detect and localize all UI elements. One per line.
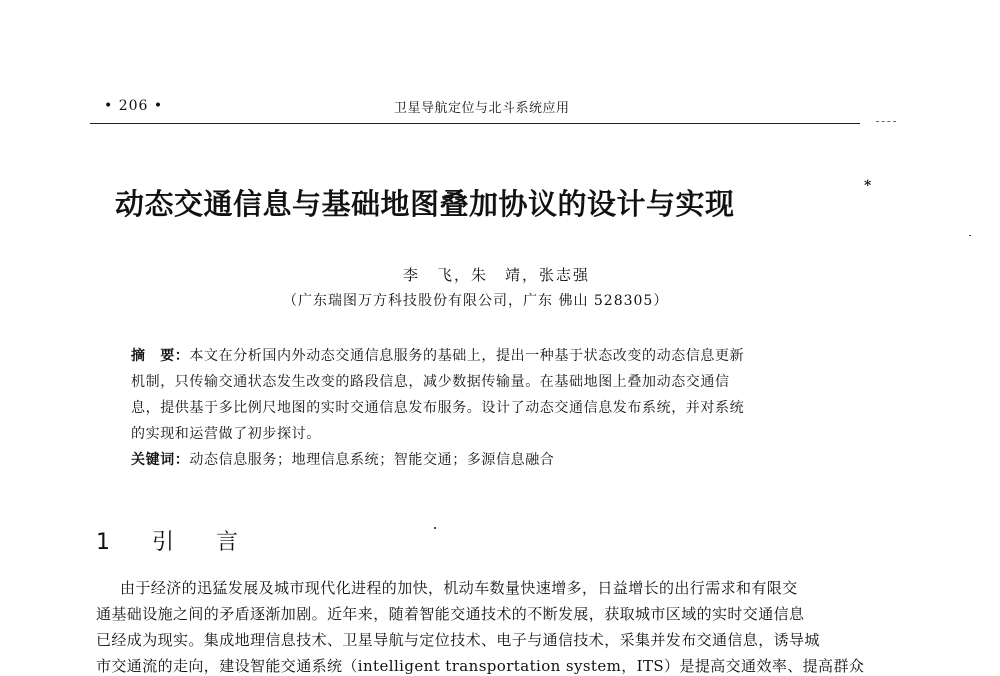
author-list: 李 飞，朱 靖，张志强	[403, 266, 591, 284]
abstract-line-1	[131, 345, 744, 365]
body-line-1: 由于经济的迅猛发展及城市现代化进程的加快，机动车数量快速增多，日益增长的出行需求和有限交	[120, 579, 798, 597]
abstract-line-3: 息，提供基于多比例尺地图的实时交通信息发布服务。设计了动态交通信息发布系统，并对系统	[131, 400, 745, 416]
header-rule	[90, 123, 860, 124]
body-line-4: 市交通流的走向，建设智能交通系统（intelligent transportation system，ITS）是提高交通效率、提高群众	[96, 657, 865, 675]
affiliation: （广东瑞图万方科技股份有限公司，广东 佛山 528305）	[283, 293, 669, 309]
keywords-text: 动态信息服务；地理信息系统；智能交通；多源信息融合	[189, 452, 555, 468]
abstract-line-4: 的实现和运营做了初步探讨。	[131, 426, 321, 442]
running-header-journal: 卫星导航定位与北斗系统应用	[394, 101, 570, 116]
header-rule-dash	[876, 121, 896, 122]
scan-speck	[969, 235, 971, 236]
page-number: • 206 •	[104, 98, 164, 114]
title-footnote-mark: *	[864, 178, 872, 194]
abstract-text: 本文在分析国内外动态交通信息服务的基础上，提出一种基于状态改变的动态信息更新	[189, 348, 745, 364]
abstract-line-2: 机制，只传输交通状态发生改变的路段信息，减少数据传输量。在基础地图上叠加动态交通信	[131, 374, 730, 390]
section-heading: 1 引 言	[96, 530, 248, 555]
paper-title: 动态交通信息与基础地图叠加协议的设计与实现	[115, 187, 735, 221]
abstract-label: 摘 要：	[131, 348, 190, 364]
keywords-line	[131, 449, 554, 469]
keywords-label: 关键词：	[131, 452, 190, 468]
scan-speck	[434, 527, 436, 529]
body-line-2: 通基础设施之间的矛盾逐渐加剧。近年来，随着智能交通技术的不断发展，获取城市区域的实时交通信息	[96, 605, 805, 623]
body-line-3: 已经成为现实。集成地理信息技术、卫星导航与定位技术、电子与通信技术，采集并发布交通信息，诱导城	[96, 631, 820, 649]
